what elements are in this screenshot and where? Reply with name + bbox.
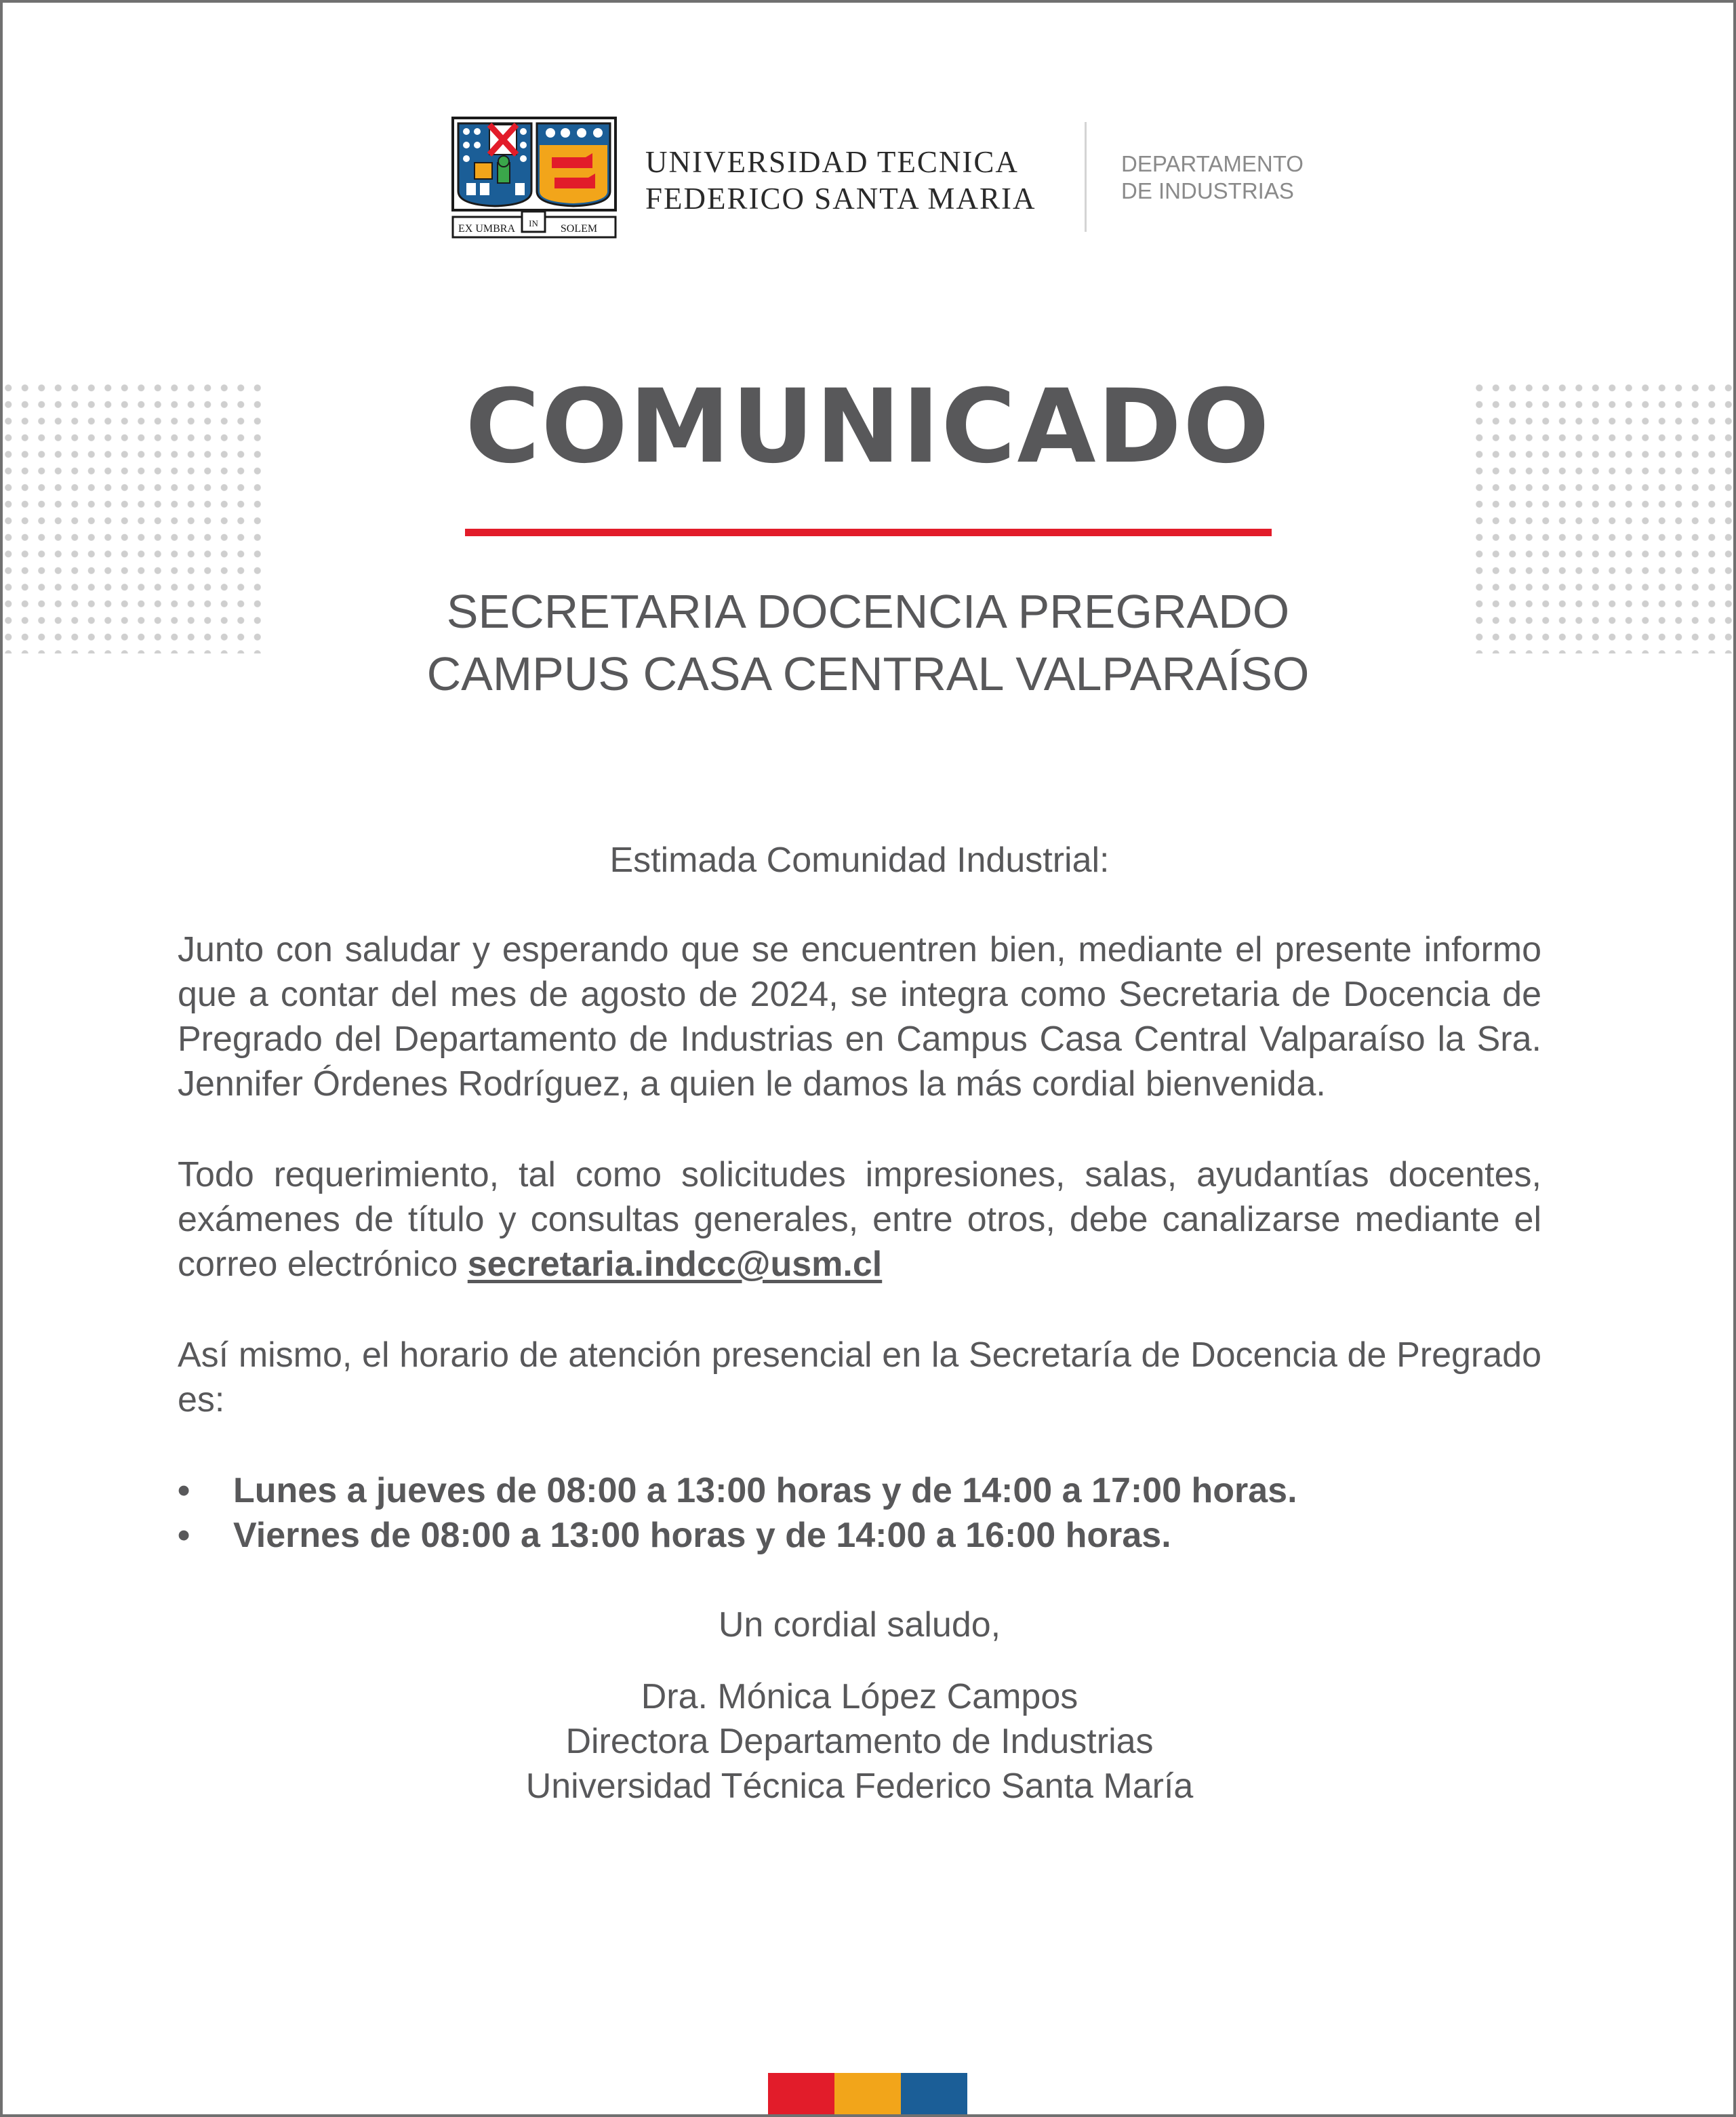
signature-block [178,1674,1541,1809]
crest-icon [450,115,618,241]
list-item [178,1468,1541,1513]
signature-position: Directora Departamento de Industrias [565,1722,1154,1761]
department-name-line2: DE INDUSTRIAS [1121,178,1294,203]
title-underline [465,529,1272,536]
bullet-icon: • [178,1471,190,1510]
footer-color-bar [768,2073,967,2114]
paragraph-requests [178,1152,1541,1287]
crest-motto-middle: IN [529,218,538,228]
subtitle-line1: SECRETARIA DOCENCIA PREGRADO [446,585,1290,638]
email-link[interactable]: secretaria.indcc@usm.cl [467,1245,883,1284]
university-name [645,144,1036,217]
signature-institution: Universidad Técnica Federico Santa María [525,1767,1194,1806]
page-subtitle [0,580,1736,705]
color-bar-blue [901,2073,967,2114]
paragraph-requests-text: Todo requerimiento, tal como solicitudes impresiones, salas, ayudantías docentes, exámenes de título y consultas generales, entre otros, debe canalizarse mediante el correo electrónico [178,1155,1541,1284]
bullet-icon: • [178,1516,190,1555]
crest-motto-left: EX UMBRA [458,223,516,235]
page-title: COMUNICADO [465,368,1271,486]
paragraph-announcement: Junto con saludar y esperando que se encuentren bien, mediante el presente informo que a contar del mes de agosto de 2024, se integra como Secretaria de Docencia de Pregrado del Departamento de Industrias en Campus Casa Central Valparaíso la Sra. Jennifer Órdenes Rodríguez, a quien le damos la más cordial bienvenida. [178,930,1541,1104]
letter-body [178,838,1541,1809]
hours-weekdays: Lunes a jueves de 08:00 a 13:00 horas y de 14:00 a 17:00 horas. [233,1471,1297,1510]
signature-name: Dra. Mónica López Campos [641,1677,1078,1716]
hours-friday: Viernes de 08:00 a 13:00 horas y de 14:00 a 16:00 horas. [233,1516,1171,1555]
university-crest-logo [450,115,618,241]
color-bar-red [768,2073,834,2114]
list-item [178,1513,1541,1558]
closing-salutation: Un cordial saludo, [718,1605,1001,1645]
paragraph-hours-intro: Así mismo, el horario de atención presencial en la Secretaría de Docencia de Pregrado es: [178,1335,1541,1419]
greeting: Estimada Comunidad Industrial: [609,841,1110,880]
university-name-line2: FEDERICO SANTA MARIA [645,182,1036,216]
color-bar-yellow [834,2073,901,2114]
hours-list [178,1468,1541,1558]
crest-motto-right: SOLEM [560,223,598,235]
university-name-line1: UNIVERSIDAD TECNICA [645,145,1019,179]
subtitle-line2: CAMPUS CASA CENTRAL VALPARAÍSO [426,647,1310,700]
header-divider [1085,122,1087,232]
department-name [1121,150,1304,205]
department-name-line1: DEPARTAMENTO [1121,151,1304,176]
